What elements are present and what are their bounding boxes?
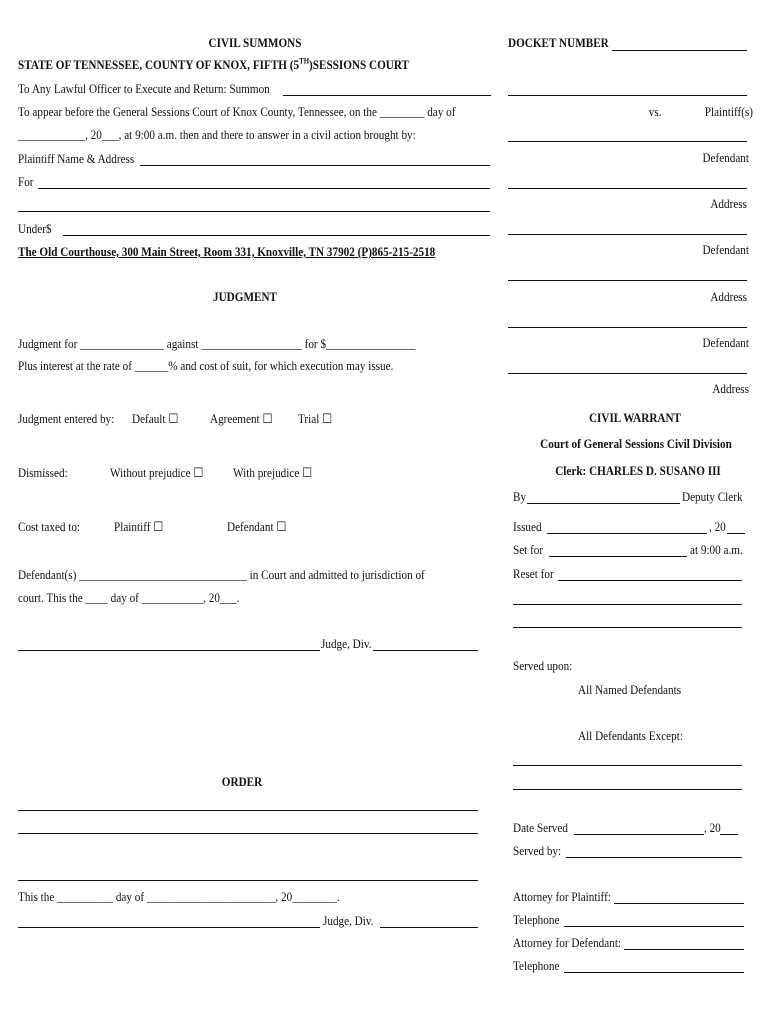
set-for-label: Set for xyxy=(513,542,544,557)
by-blank[interactable] xyxy=(527,503,680,504)
summons-title: CIVIL SUMMONS xyxy=(208,35,302,50)
date-served-year-blank[interactable] xyxy=(720,834,738,835)
deputy-clerk-label: Deputy Clerk xyxy=(682,489,743,504)
judge-div-blank[interactable] xyxy=(373,650,478,651)
judgment-title: JUDGMENT xyxy=(213,289,277,304)
with-prejudice-checkbox[interactable]: With prejudice ☐ xyxy=(233,465,313,480)
date-served-year: , 20 xyxy=(704,820,721,835)
issued-year-blank[interactable] xyxy=(727,533,745,534)
except-line-2[interactable] xyxy=(513,789,742,790)
address-2-label: Address xyxy=(710,289,747,304)
interest-line: Plus interest at the rate of ______% and cost of suit, for which execution may issue. xyxy=(18,358,394,373)
defendant-2-line[interactable] xyxy=(508,234,747,235)
plaintiff-label: Plaintiff Name & Address xyxy=(18,151,135,166)
telephone-plaintiff-label: Telephone xyxy=(513,912,560,927)
under-label: Under$ xyxy=(18,221,52,236)
for-blank-2[interactable] xyxy=(18,211,490,212)
date-served-blank[interactable] xyxy=(574,834,704,835)
issued-blank[interactable] xyxy=(547,533,707,534)
by-label: By xyxy=(513,489,527,504)
defendants-line-1: Defendant(s) ______________________________ in Court and admitted to jurisdiction of xyxy=(18,567,425,582)
address-1-label: Address xyxy=(710,196,747,211)
issued-year: , 20 xyxy=(709,519,726,534)
reset-for-label: Reset for xyxy=(513,566,554,581)
address-1-line[interactable] xyxy=(508,188,747,189)
all-defendants-except: All Defendants Except: xyxy=(578,728,683,743)
plaintiff-name-line[interactable] xyxy=(508,95,747,96)
judgment-entered-label: Judgment entered by: xyxy=(18,411,115,426)
address-2-line[interactable] xyxy=(508,280,747,281)
cost-taxed-label: Cost taxed to: xyxy=(18,519,81,534)
appear-line-2: ____________, 20___, at 9:00 a.m. then and there to answer in a civil action brought by: xyxy=(18,127,416,142)
default-checkbox[interactable]: Default ☐ xyxy=(132,411,179,426)
set-for-blank[interactable] xyxy=(549,556,687,557)
agreement-checkbox[interactable]: Agreement ☐ xyxy=(210,411,273,426)
plaintiff-blank[interactable] xyxy=(140,165,490,166)
telephone-defendant-label: Telephone xyxy=(513,958,560,973)
trial-checkbox[interactable]: Trial ☐ xyxy=(298,411,333,426)
telephone-plaintiff-blank[interactable] xyxy=(564,926,744,927)
summon-blank[interactable] xyxy=(283,95,491,96)
under-blank[interactable] xyxy=(63,235,490,236)
served-upon-label: Served upon: xyxy=(513,658,573,673)
court-line: STATE OF TENNESSEE, COUNTY OF KNOX, FIFTH (5TH)SESSIONS COURT xyxy=(18,56,410,72)
reset-for-blank[interactable] xyxy=(558,580,742,581)
address-3-line[interactable] xyxy=(508,373,747,374)
vs-label: vs. xyxy=(648,104,662,119)
defendants-line-2: court. This the ____ day of ___________, 20___. xyxy=(18,590,240,605)
order-line-3[interactable] xyxy=(18,880,478,881)
order-line-1[interactable] xyxy=(18,810,478,811)
served-by-label: Served by: xyxy=(513,843,562,858)
order-judge-div-blank[interactable] xyxy=(380,927,478,928)
warrant-clerk: Clerk: CHARLES D. SUSANO III xyxy=(555,463,721,478)
attorney-defendant-label: Attorney for Defendant: xyxy=(513,935,622,950)
set-for-time: at 9:00 a.m. xyxy=(690,542,743,557)
order-this-the: This the __________ day of _______________________, 20________. xyxy=(18,889,340,904)
without-prejudice-checkbox[interactable]: Without prejudice ☐ xyxy=(110,465,204,480)
address-3-label: Address xyxy=(712,381,749,396)
cost-plaintiff-checkbox[interactable]: Plaintiff ☐ xyxy=(114,519,164,534)
except-line-1[interactable] xyxy=(513,765,742,766)
attorney-defendant-blank[interactable] xyxy=(624,949,744,950)
reset-for-line-2[interactable] xyxy=(513,604,742,605)
all-named-defendants: All Named Defendants xyxy=(578,682,682,697)
order-judge-div-label: Judge, Div. xyxy=(323,913,374,928)
plaintiffs-label: Plaintiff(s) xyxy=(704,104,753,119)
defendant-1-label: Defendant xyxy=(702,150,749,165)
docket-number-label: DOCKET NUMBER xyxy=(508,35,609,50)
for-blank[interactable] xyxy=(38,188,490,189)
reset-for-line-3[interactable] xyxy=(513,627,742,628)
attorney-plaintiff-label: Attorney for Plaintiff: xyxy=(513,889,611,904)
issued-label: Issued xyxy=(513,519,542,534)
court-address: The Old Courthouse, 300 Main Street, Room 331, Knoxville, TN 37902 (P)865-215-2518 xyxy=(18,244,436,259)
order-title: ORDER xyxy=(221,774,263,789)
served-by-blank[interactable] xyxy=(566,857,742,858)
judge-div-label: Judge, Div. xyxy=(321,636,372,651)
telephone-defendant-blank[interactable] xyxy=(564,972,744,973)
defendant-2-label: Defendant xyxy=(702,242,749,257)
defendant-1-line[interactable] xyxy=(508,141,747,142)
warrant-court: Court of General Sessions Civil Division xyxy=(540,436,732,451)
warrant-title: CIVIL WARRANT xyxy=(588,410,682,425)
order-judge-signature-line[interactable] xyxy=(18,927,320,928)
for-label: For xyxy=(18,174,34,189)
attorney-plaintiff-blank[interactable] xyxy=(614,903,744,904)
judge-signature-line[interactable] xyxy=(18,650,320,651)
date-served-label: Date Served xyxy=(513,820,568,835)
judgment-for-line: Judgment for _______________ against __________________ for $________________ xyxy=(18,336,416,351)
defendant-3-line[interactable] xyxy=(508,327,747,328)
appear-line-1: To appear before the General Sessions Court of Knox County, Tennessee, on the ________ day of xyxy=(18,104,456,119)
docket-number-blank[interactable] xyxy=(612,50,747,51)
officer-line: To Any Lawful Officer to Execute and Return: Summon xyxy=(18,81,270,96)
defendant-3-label: Defendant xyxy=(702,335,749,350)
order-line-2[interactable] xyxy=(18,833,478,834)
cost-defendant-checkbox[interactable]: Defendant ☐ xyxy=(227,519,287,534)
dismissed-label: Dismissed: xyxy=(18,465,68,480)
